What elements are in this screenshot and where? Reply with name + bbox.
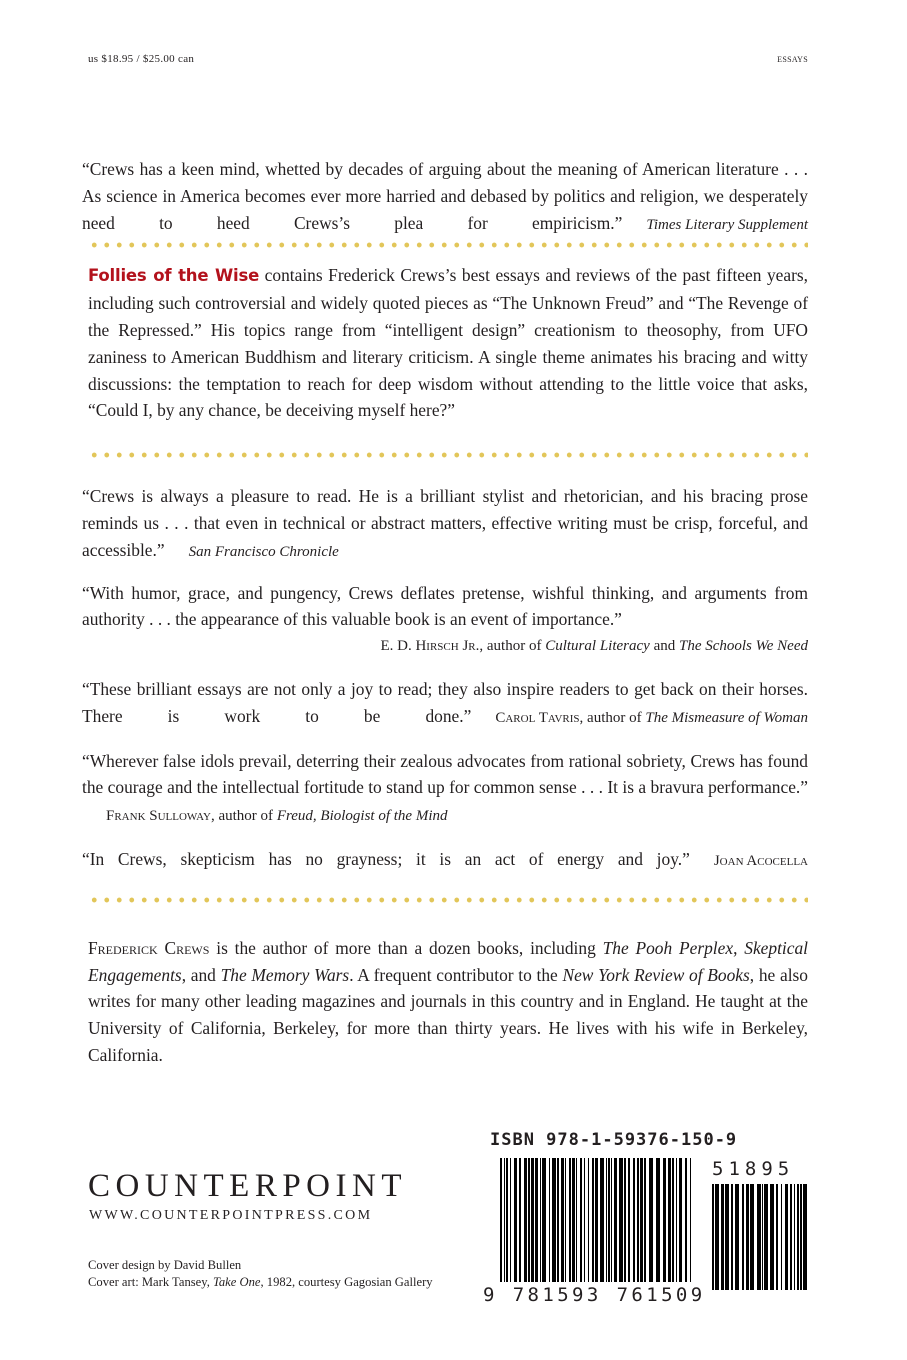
quote-text: “Crews is always a pleasure to read. He is a brilliant stylist and rhetorician, and his bracing prose reminds us . . . that even in technical or abstract matters, effective writing must be crisp, forceful, and accessible.” [82, 486, 808, 560]
barcode-bar [569, 1158, 571, 1282]
quote-text: “Crews has a keen mind, whetted by decades of arguing about the meaning of American literature . . . As science in America becomes ever more harried and debased by politics and religion, we desperately need to heed Crews’s plea for empiricism.” [82, 159, 808, 233]
barcode-bar [528, 1158, 530, 1282]
barcode-bar [595, 1158, 598, 1282]
barcode-bar [731, 1184, 733, 1290]
barcode-bar [514, 1158, 517, 1282]
barcode-bar [676, 1158, 677, 1282]
barcode-bar [572, 1158, 575, 1282]
barcode-bar [746, 1184, 749, 1290]
art-title: Take One [213, 1275, 261, 1289]
barcode-bar [742, 1184, 744, 1290]
barcode-bar [524, 1158, 527, 1282]
category: essays [777, 53, 808, 65]
publisher-logo: COUNTERPOINT [88, 1168, 407, 1204]
barcode-bar [500, 1158, 502, 1282]
barcode-bar [644, 1158, 646, 1282]
barcode-bar [770, 1184, 774, 1290]
dotted-divider [88, 897, 808, 903]
barcode-digits [483, 1284, 706, 1306]
book: The Memory Wars [220, 964, 350, 985]
barcode-bar [506, 1158, 508, 1282]
bio-text: , and [181, 964, 221, 985]
barcode-bar [600, 1158, 604, 1282]
barcode-bar [712, 1184, 714, 1290]
design-credit: Cover design by David Bullen [88, 1258, 242, 1272]
barcode-bar [531, 1158, 534, 1282]
dotted-divider [88, 452, 808, 458]
barcode-bar [576, 1158, 577, 1282]
barcode-bar [640, 1158, 643, 1282]
barcode-bar [794, 1184, 795, 1290]
barcode-bar [764, 1184, 768, 1290]
quote-text: “Wherever false idols prevail, deterring their zealous advocates from rational sobriety, Crews has found the courage and the intellectual fortitude to stand up for common sense . . . It is a bravura performance.” [82, 750, 808, 798]
barcode-bar [510, 1158, 511, 1282]
barcode-bar [757, 1184, 761, 1290]
barcode-bar [735, 1184, 739, 1290]
quote-text: “In Crews, skepticism has no grayness; it is an act of energy and joy.” [82, 848, 690, 869]
bio-text: , he also writes for many other leading magazines and journals in this country and in England. He taught at the University of California, Berkeley, for more than thirty years. He lives with his wife in Berkeley, California. [88, 964, 808, 1065]
barcode-bar [672, 1158, 674, 1282]
book: The Pooh Perplex [602, 937, 734, 958]
quote-hirsch [82, 580, 808, 660]
barcode-bar [549, 1158, 550, 1282]
publication: New York Review of Books [562, 964, 750, 985]
quote-tavris [82, 676, 808, 732]
book: Skeptical Engagements [88, 937, 809, 985]
ean-right: 761509 [616, 1284, 706, 1306]
barcode-bar [519, 1158, 521, 1282]
quote-tls [82, 156, 808, 238]
author-bio [88, 935, 808, 1069]
barcode-bar [606, 1158, 607, 1282]
barcode-bar [725, 1184, 729, 1290]
bio-text: . A frequent contributor to the [349, 964, 563, 985]
barcode-bar [785, 1184, 788, 1290]
barcode-bar [679, 1158, 682, 1282]
barcode-bar [542, 1158, 546, 1282]
barcode-bar [557, 1158, 559, 1282]
quote-attribution [495, 705, 808, 732]
barcode-bar [790, 1184, 792, 1290]
barcode-bar [762, 1184, 763, 1290]
barcode-bar [614, 1158, 617, 1282]
barcode-bar [663, 1158, 666, 1282]
barcode-bar [721, 1184, 724, 1290]
book: The Schools We Need [678, 638, 808, 655]
quote-sulloway [82, 748, 808, 830]
barcode-bar [637, 1158, 639, 1282]
barcode-bar [685, 1158, 687, 1282]
barcode-addon-digits: 51895 [712, 1158, 795, 1180]
quote-author: Carol Tavris [495, 709, 580, 726]
barcode-bar [608, 1158, 610, 1282]
quote-source: San Francisco Chronicle [188, 543, 339, 560]
art-credit-text: Cover art: Mark Tansey, [88, 1275, 214, 1289]
ean-left: 781593 [512, 1284, 602, 1306]
barcode-bar [619, 1158, 623, 1282]
barcode-bar [611, 1158, 612, 1282]
ean-first-digit: 9 [483, 1284, 498, 1306]
art-credit-text: , 1982, courtesy Gagosian Gallery [260, 1275, 433, 1289]
quote-source: Times Literary Supplement [646, 216, 808, 233]
description [88, 262, 808, 424]
barcode-bar [781, 1184, 782, 1290]
barcode-bar [803, 1184, 807, 1290]
barcode-bar [690, 1158, 691, 1282]
barcode-bar [797, 1184, 799, 1290]
barcode-bar [776, 1184, 778, 1290]
quote-attribution [82, 633, 808, 660]
barcode-bar [633, 1158, 635, 1282]
barcode-bar [715, 1184, 719, 1290]
bio-text: is the author of more than a dozen books, including [209, 937, 603, 958]
barcode-bar [668, 1158, 671, 1282]
barcode-bar [649, 1158, 653, 1282]
bio-text: , [733, 937, 745, 958]
barcode-bar [656, 1158, 660, 1282]
author-name: Frederick Crews [88, 937, 210, 958]
barcode-bar [504, 1158, 505, 1282]
barcode-addon [712, 1184, 812, 1290]
barcode-bar [592, 1158, 594, 1282]
quote-text: “With humor, grace, and pungency, Crews deflates pretense, wishful thinking, and arguments from authority . . . the appearance of this valuable book is an event of importance.” [82, 582, 808, 630]
quote-author: Joan Acocella [713, 852, 808, 869]
barcode-bar [540, 1158, 541, 1282]
quote-author: Frank Sulloway [106, 808, 211, 825]
author-role: , author of [210, 808, 277, 825]
book: The Mismeasure of Woman [645, 709, 808, 726]
quote-author: E. D. Hirsch Jr. [380, 638, 480, 655]
barcode-bar [535, 1158, 538, 1282]
isbn-label: ISBN 978-1-59376-150-9 [490, 1130, 738, 1150]
barcode-bar [584, 1158, 585, 1282]
art-credit [88, 1274, 433, 1291]
barcode-bar [588, 1158, 589, 1282]
barcode-bar [750, 1184, 754, 1290]
dotted-divider [88, 242, 808, 248]
content-column [82, 156, 808, 1069]
barcode-bar [552, 1158, 556, 1282]
book: Cultural Literacy [545, 638, 650, 655]
price: us $18.95 / $25.00 can [88, 53, 195, 65]
barcode-bar [561, 1158, 564, 1282]
publisher-url: WWW.COUNTERPOINTPRESS.COM [89, 1208, 373, 1223]
barcode-bar [580, 1158, 582, 1282]
book-title: Follies of the Wise [88, 266, 260, 286]
book: Freud, Biologist of the Mind [276, 808, 448, 825]
cover-credits [88, 1257, 433, 1291]
quote-attribution [106, 803, 448, 830]
description-text: contains Frederick Crews’s best essays and reviews of the past fifteen years, including such controversial and widely quoted pieces as “The Unknown Freud” and “The Revenge of the Repressed.” His topics range from “intelligent design” creationism to theosophy, from UFO zaniness to American Buddhism and literary criticism. A single theme animates his bracing and witty discussions: the temptation to reach for deep wisdom without attending to the little voice that asks, “Could I, by any chance, be deceiving myself here?” [88, 265, 808, 421]
barcode [500, 1158, 700, 1282]
quote-acocella [82, 846, 808, 875]
author-role: , author of [479, 638, 546, 655]
author-role: , author of [579, 709, 646, 726]
barcode-bar [800, 1184, 802, 1290]
barcode-bar [624, 1158, 626, 1282]
quote-text: “These brilliant essays are not only a joy to read; they also inspire readers to get back on their horses. There is work to be done.” [82, 678, 808, 726]
quote-sf-chronicle [82, 483, 808, 565]
barcode-bar [565, 1158, 566, 1282]
barcode-bar [628, 1158, 630, 1282]
conjunction: and [649, 638, 679, 655]
